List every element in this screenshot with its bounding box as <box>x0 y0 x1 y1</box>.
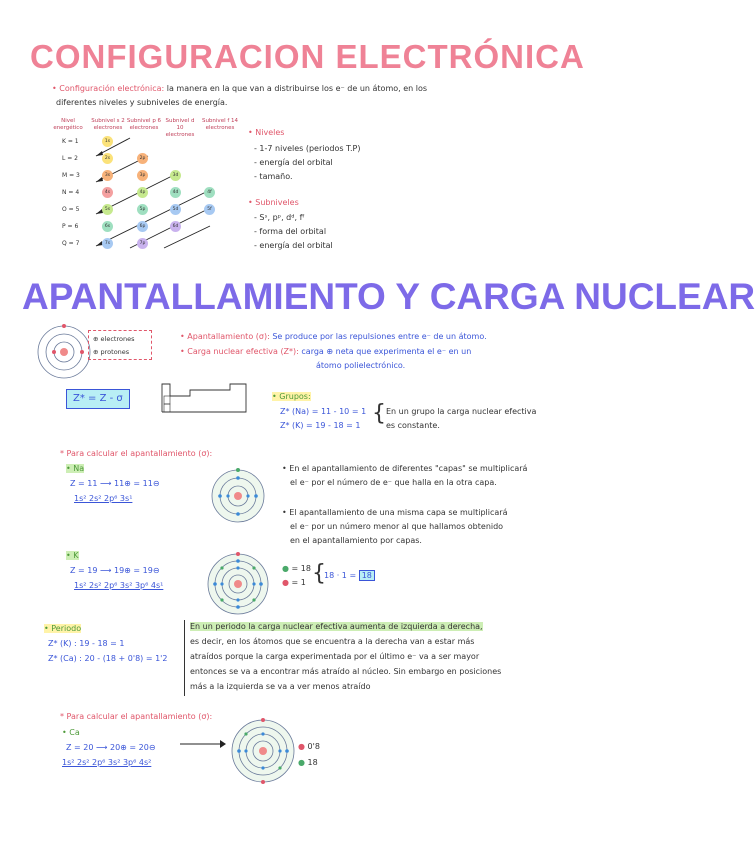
niveles-label: • Niveles <box>248 128 285 137</box>
orbital-5d: 5d <box>170 204 181 215</box>
k-label: • K <box>66 551 79 560</box>
k-brace: { <box>312 561 326 586</box>
orbital-4s: 4s <box>102 187 113 198</box>
ca-sigma-2: ● 18 <box>298 758 318 767</box>
atom-diagram-na <box>210 468 266 524</box>
level-Q: Q = 7 <box>62 240 80 247</box>
subniveles-item-3: - energía del orbital <box>254 241 333 250</box>
grupos-brace: { <box>372 401 386 426</box>
periodo-para-1: En un periodo la carga nuclear efectiva aumenta de izquierda a derecha, <box>190 622 483 631</box>
orbital-3s: 3s <box>102 170 113 181</box>
para2-line-1: • El apantallamiento de una misma capa se multiplicará <box>282 508 508 517</box>
header-subnivel-p: Subnivel p 6 electrones <box>126 118 162 131</box>
legend-protones: ⊕ protones <box>93 348 130 356</box>
orbital-4d: 4d <box>170 187 181 198</box>
subniveles-label: • Subniveles <box>248 198 299 207</box>
periodo-divider <box>184 620 185 696</box>
subniveles-item-1: - Sˢ, pᵖ, dᵈ, fᶠ <box>254 213 305 222</box>
para2-line-3: en el apantallamiento por capas. <box>290 536 422 545</box>
orbital-5p: 5p <box>137 204 148 215</box>
definition-label: • Configuración electrónica: <box>52 84 165 93</box>
ca-sigma-1: ● 0'8 <box>298 742 320 751</box>
para1-line-1: • En el apantallamiento de diferentes "capas" se multiplicará <box>282 464 528 473</box>
periodic-table-sketch <box>160 382 248 416</box>
orbital-4p: 4p <box>137 187 148 198</box>
na-label: • Na <box>66 464 85 473</box>
level-P: P = 6 <box>62 223 79 230</box>
grupos-line-1: Z* (Na) = 11 - 10 = 1 <box>280 407 367 416</box>
level-M: M = 3 <box>62 172 80 179</box>
k-sigma-2: ● = 1 <box>282 578 306 587</box>
para2-line-2: el e⁻ por un número menor al que hallamos obtenido <box>290 522 504 531</box>
subniveles-item-2: - forma del orbital <box>254 227 327 236</box>
calc-label-1: * Para calcular el apantallamiento (σ): <box>60 449 213 458</box>
page-title-configuracion: CONFIGURACION ELECTRÓNICA <box>30 38 585 75</box>
periodo-para-2: es decir, en los átomos que se encuentra a la derecha van a estar más <box>190 637 475 646</box>
level-O: O = 5 <box>62 206 80 213</box>
para1-line-2: el e⁻ por el número de e⁻ que halla en la otra capa. <box>290 478 497 487</box>
grupos-label: • Grupos: <box>272 392 311 401</box>
orbital-3p: 3p <box>137 170 148 181</box>
periodo-line-1: Z* (K) : 19 - 18 = 1 <box>48 639 125 648</box>
orbital-7p: 7p <box>137 238 148 249</box>
orbital-6s: 6s <box>102 221 113 232</box>
atom-diagram-legend <box>36 324 92 380</box>
definition-text-2: diferentes niveles y subniveles de energía. <box>56 98 228 107</box>
orbital-4f: 4f <box>204 187 215 198</box>
header-subnivel-s: Subnivel s 2 electrones <box>91 118 125 131</box>
level-L: L = 2 <box>62 155 79 162</box>
periodo-para-5: más a la izquierda se va a ver menos atraído <box>190 682 371 691</box>
orbital-7s: 7s <box>102 238 113 249</box>
na-equation: Z = 11 ⟶ 11⊕ = 11⊖ <box>70 479 160 488</box>
legend-box <box>88 330 152 360</box>
apant-line: • Apantallamiento (σ): Se produce por las repulsiones entre e⁻ de un átomo. <box>180 332 487 341</box>
ca-equation: Z = 20 ⟶ 20⊕ = 20⊖ <box>66 743 156 752</box>
arrow-right-icon <box>180 740 226 748</box>
ca-label: • Ca <box>62 728 80 737</box>
orbital-2s: 2s <box>102 153 113 164</box>
orbital-2p: 2p <box>137 153 148 164</box>
level-K: K = 1 <box>62 138 79 145</box>
definition-line-1 <box>52 82 427 96</box>
na-configuration: 1s² 2s² 2p⁶ 3s¹ <box>74 494 133 503</box>
k-equation: Z = 19 ⟶ 19⊕ = 19⊖ <box>70 566 160 575</box>
orbital-6d: 6d <box>170 221 181 232</box>
calc-label-2: * Para calcular el apantallamiento (σ): <box>60 712 213 721</box>
atom-diagram-ca <box>230 718 296 784</box>
grupos-line-2: Z* (K) = 19 - 18 = 1 <box>280 421 361 430</box>
grupos-note-2: es constante. <box>386 421 440 430</box>
periodo-para-3: atraídos porque la carga experimentada por el último e⁻ va a ser mayor <box>190 652 480 661</box>
niveles-item-2: - energía del orbital <box>254 158 333 167</box>
header-subnivel-f: Subnivel f 14 electrones <box>201 118 239 131</box>
carga-line-2: átomo polielectrónico. <box>316 361 406 370</box>
periodo-label: • Periodo <box>44 624 82 633</box>
orbital-3d: 3d <box>170 170 181 181</box>
definition-text-1: la manera en la que van a distribuirse los e⁻ de un átomo, en los <box>166 84 428 93</box>
orbital-5f: 5f <box>204 204 215 215</box>
periodo-para-4: entonces se va a encontrar más atraído al núcleo. Sin embargo en posiciones <box>190 667 502 676</box>
grupos-note-1: En un grupo la carga nuclear efectiva <box>386 407 537 416</box>
legend-electrones: ⊕ electrones <box>93 335 135 343</box>
ca-configuration: 1s² 2s² 2p⁶ 3s² 3p⁶ 4s² <box>62 758 152 767</box>
k-result-box: 18 <box>359 570 375 581</box>
atom-diagram-k <box>206 552 270 616</box>
k-sigma-1: ● = 18 <box>282 564 311 573</box>
niveles-item-1: - 1-7 niveles (periodos T.P) <box>254 144 361 153</box>
header-nivel: Nivel energético <box>53 118 83 131</box>
section-title-apantallamiento: APANTALLAMIENTO Y CARGA NUCLEAR <box>22 276 755 317</box>
k-configuration: 1s² 2s² 2p⁶ 3s² 3p⁶ 4s¹ <box>74 581 164 590</box>
formula-box: Z* = Z - σ <box>66 389 130 409</box>
level-N: N = 4 <box>62 189 80 196</box>
header-subnivel-d: Subnivel d 10 electrones <box>165 118 195 138</box>
orbital-6p: 6p <box>137 221 148 232</box>
niveles-item-3: - tamaño. <box>254 172 293 181</box>
k-result: 18 · 1 = 18 <box>324 569 375 583</box>
orbital-1s: 1s <box>102 136 113 147</box>
orbital-5s: 5s <box>102 204 113 215</box>
periodo-line-2: Z* (Ca) : 20 - (18 + 0'8) = 1'2 <box>48 654 168 663</box>
carga-line: • Carga nuclear efectiva (Z*): carga ⊕ neta que experimenta el e⁻ en un <box>180 347 472 356</box>
